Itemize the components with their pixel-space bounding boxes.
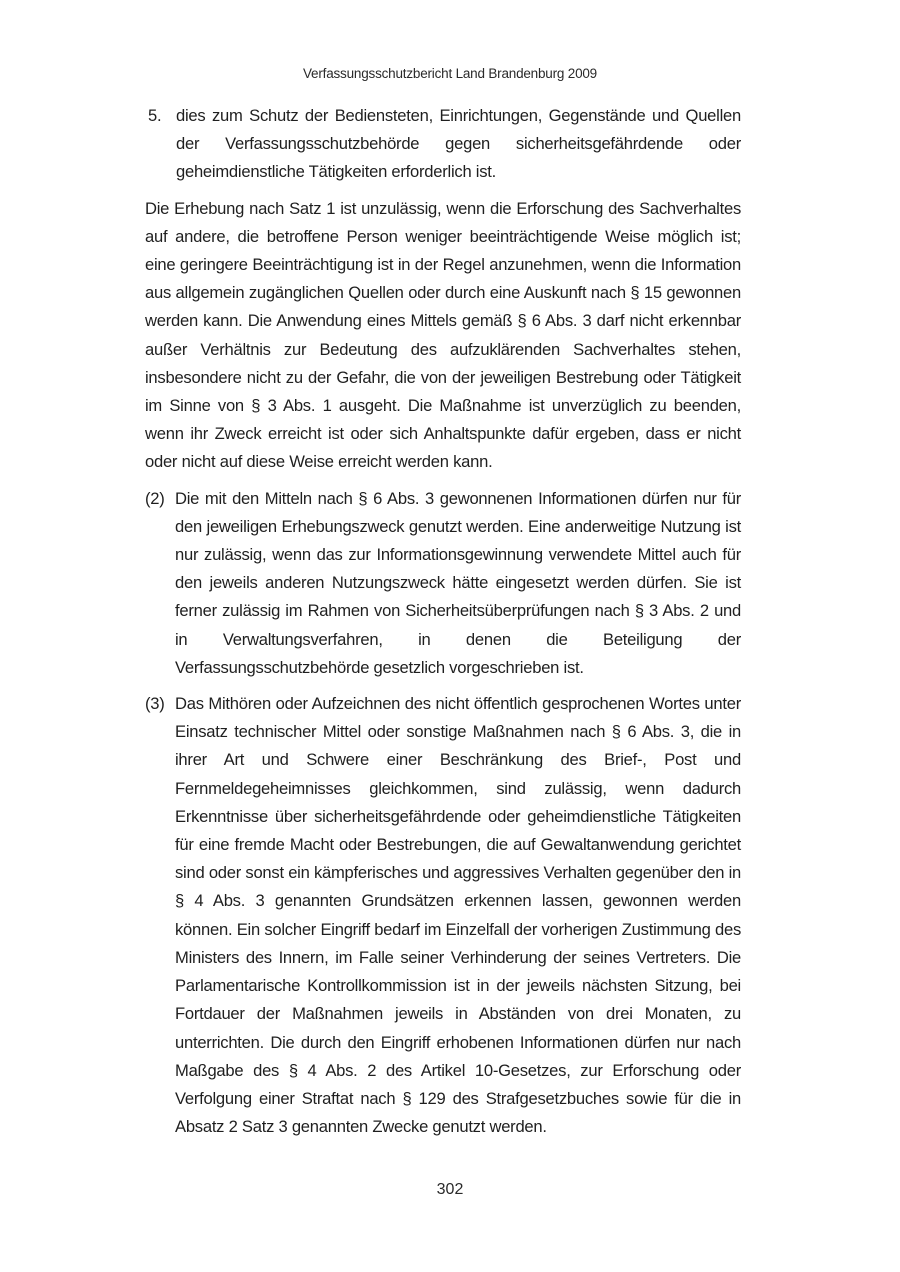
body-text	[145, 102, 741, 1149]
running-header: Verfassungsschutzbericht Land Brandenburg 2009	[302, 66, 597, 81]
paragraph-2	[145, 485, 741, 682]
list-item-number: 5.	[148, 106, 162, 125]
page-number: 302	[436, 1181, 464, 1198]
paragraph-number: (3)	[145, 694, 165, 714]
main-paragraph: Die Erhebung nach Satz 1 ist unzulässig, wenn die Erforschung des Sachverhaltes auf andere, die betroffene Person weniger beeinträchtigende Weise möglich ist; eine geringere Beeinträchtigung ist in der Regel anzunehmen, wenn die Information aus allgemein zugänglichen Quellen oder durch eine Auskunft nach § 15 gewonnen werden kann. Die Anwendung eines Mittels gemäß § 6 Abs. 3 darf nicht erkennbar außer Verhältnis zur Bedeutung des aufzuklärenden Sachverhaltes stehen, insbesondere nicht zu der Gefahr, die von der jeweiligen Bestrebung oder Tätigkeit im Sinne von § 3 Abs. 1 ausgeht. Die Maßnahme ist unverzüglich zu beenden, wenn ihr Zweck erreicht ist oder sich Anhaltspunkte dafür ergeben, dass er nicht oder nicht auf diese Weise erreicht werden kann.	[145, 198, 741, 472]
list-item-text: dies zum Schutz der Bediensteten, Einrichtungen, Gegenstände und Quellen der Verfassungsschutzbehörde gegen sicherheitsgefährdende oder geheimdienstliche Tätigkeiten erforderlich ist.	[176, 106, 741, 182]
paragraph-text: Das Mithören oder Aufzeichnen des nicht öffentlich gesprochenen Wortes unter Einsatz technischer Mittel oder sonstige Maßnahmen nach § 6 Abs. 3, die in ihrer Art und Schwere einer Beschränkung des Brief-, Post und Fernmeldegeheimnisses gleichkommen, sind zulässig, wenn dadurch Erkenntnisse über sicherheitsgefährdende oder geheimdienstliche Tätigkeiten für eine fremde Macht oder Bestrebungen, die auf Gewaltanwendung gerichtet sind oder sonst ein kämpferisches und aggressives Verhalten gegenüber den in § 4 Abs. 3 genannten Grundsätzen erkennen lassen, gewonnen werden können. Ein solcher Eingriff bedarf im Einzelfall der vorherigen Zustimmung des Ministers des Innern, im Falle seiner Verhinderung der seines Vertreters. Die Parlamentarische Kontrollkommission ist in der jeweils nächsten Sitzung, bei Fortdauer der Maßnahmen jeweils in Abständen von drei Monaten, zu unterrichten. Die durch den Eingriff erhobenen Informationen dürfen nur nach Maßgabe des § 4 Abs. 2 des Artikel 10-Gesetzes, zur Erforschung oder Verfolgung einer Straftat nach § 129 des Strafgesetzbuches sowie für die in Absatz 2 Satz 3 genannten Zwecke genutzt werden.	[175, 694, 741, 1137]
paragraph-3	[145, 690, 741, 1141]
list-item-5	[145, 102, 741, 187]
paragraph-number: (2)	[145, 488, 165, 508]
paragraph-text: Die mit den Mitteln nach § 6 Abs. 3 gewonnenen Informationen dürfen nur für den jeweiligen Erhebungszweck genutzt werden. Eine anderweitige Nutzung ist nur zulässig, wenn das zur Informationsgewinnung verwendete Mittel auch für den jeweils anderen Nutzungszweck hätte eingesetzt werden dürfen. Sie ist ferner zulässig im Rahmen von Sicherheitsüberprüfungen nach § 3 Abs. 2 und in Verwaltungsverfahren, in denen die Beteiligung der Verfassungsschutzbehörde gesetzlich vorgeschrieben ist.	[175, 488, 741, 677]
